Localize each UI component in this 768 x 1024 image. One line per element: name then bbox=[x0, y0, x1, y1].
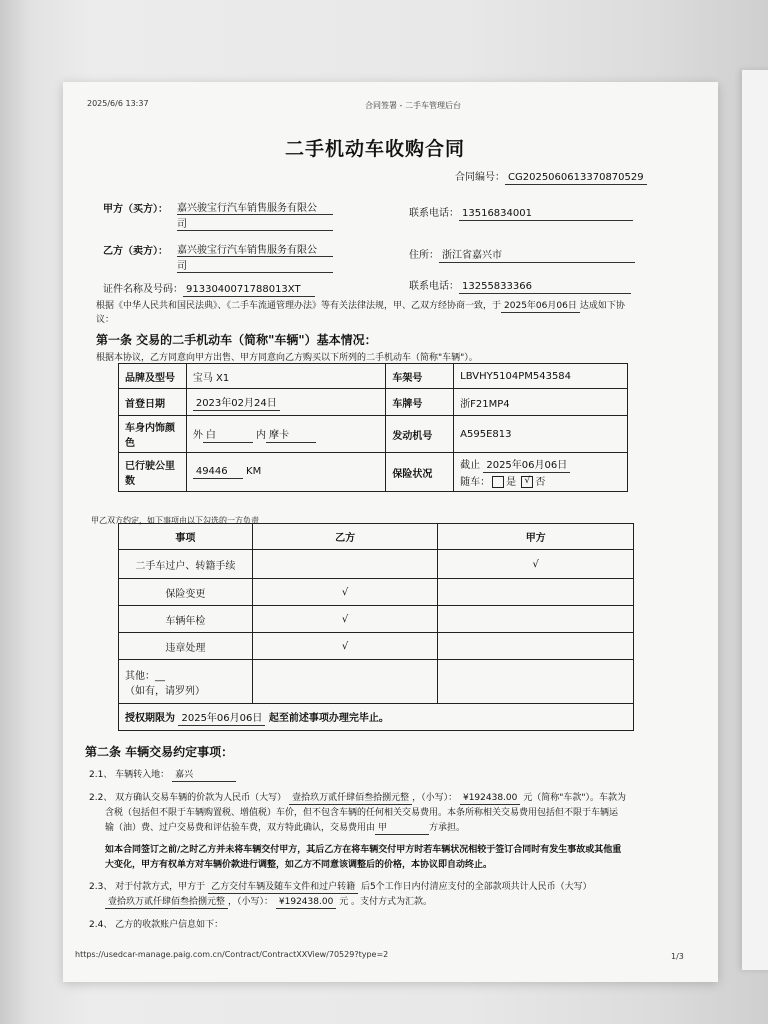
print-header-title: 合同签署 - 二手车管理后台 bbox=[365, 101, 461, 110]
price-small: ¥192438.00 bbox=[460, 793, 520, 805]
inner-color-value: 摩卡 bbox=[266, 426, 316, 443]
duty-intro: 甲乙双方约定，如下事项由以下勾选的一方负责 bbox=[91, 516, 259, 525]
article1-intro: 根据本协议，乙方同意向甲方出售、甲方同意向乙方购买以下所列的二手机动车（简称"车辆"）。 bbox=[96, 353, 478, 363]
party-a-label: 甲方（买方）： bbox=[103, 204, 168, 215]
party-a-name-line1: 嘉兴骏宝行汽车销售服务有限公 bbox=[177, 199, 333, 215]
page-title: 二手机动车收购合同 bbox=[285, 138, 466, 160]
preamble-date: 2025年06月06日 bbox=[501, 298, 580, 313]
duty-table bbox=[118, 523, 634, 731]
duty-item-insurance: 保险变更 bbox=[119, 579, 253, 606]
color-label-line2: 色 bbox=[125, 438, 135, 449]
id-number-value: 9133040071788013XT bbox=[183, 284, 315, 297]
party-b-label: 乙方（卖方）： bbox=[103, 246, 168, 257]
party-a-name-line2: 司 bbox=[177, 215, 333, 231]
insurance-until-value: 2025年06月06日 bbox=[483, 456, 570, 473]
insurance-label: 保险状况 bbox=[386, 453, 454, 492]
mileage-label-line2: 数 bbox=[125, 476, 135, 487]
party-b-phone bbox=[409, 277, 631, 294]
duty-violation-party-a[interactable] bbox=[438, 633, 634, 660]
vehicle-info-table bbox=[118, 363, 628, 492]
duty-inspection-party-b[interactable]: √ bbox=[252, 606, 438, 633]
id-number-label: 证件名称及号码： bbox=[103, 284, 183, 295]
duty-violation-party-b[interactable]: √ bbox=[252, 633, 438, 660]
background-page bbox=[742, 70, 768, 970]
party-b-name-line2: 司 bbox=[177, 257, 333, 273]
party-b-phone-value: 13255833366 bbox=[459, 281, 631, 294]
clause-2-2-text-end: 元（简称"车款"）。车款为 bbox=[523, 793, 627, 803]
clause-2-2-line2: 含税（包括但不限于车辆购置税、增值税）车价，但不包含车辆的任何相关交易费用。本条所称相关交易费用包括但不限于车辆运 bbox=[105, 808, 619, 818]
duty-transfer-party-a[interactable]: √ bbox=[438, 550, 634, 579]
vin-label: 车架号 bbox=[386, 364, 454, 389]
destination-value: 嘉兴 bbox=[172, 767, 236, 782]
duty-item-inspection: 车辆年检 bbox=[119, 606, 253, 633]
footer-url: https://usedcar-manage.paig.com.cn/Contract/ContractXXView/70529?type=2 bbox=[75, 950, 389, 959]
deadline-label: 授权期限为 bbox=[125, 712, 175, 724]
payment-upper: 壹拾玖万贰仟肆佰叁拾捌元整 bbox=[105, 894, 228, 909]
article1-title: 第一条 交易的二手机动车（简称"车辆"）基本情况： bbox=[96, 333, 377, 347]
clause-2-2-fee-end: 方承担。 bbox=[429, 823, 466, 833]
party-a-phone-label: 联系电话： bbox=[409, 208, 459, 219]
article2-title: 第二条 车辆交易约定事项： bbox=[85, 745, 234, 759]
duty-deadline bbox=[119, 704, 634, 731]
mileage-unit: KM bbox=[246, 465, 262, 477]
clause-2-3-text-2: 后5个工作日内付清应支付的全部款项共计人民币（大写） bbox=[360, 882, 592, 892]
clause-2-2-fee-text: 输（油）费、过户交易费和评估验车费，双方特此确认，交易费用由 bbox=[105, 823, 376, 833]
price-upper: 壹拾玖万贰仟肆佰叁拾捌元整 bbox=[289, 790, 412, 805]
deadline-value: 2025年06月06日 bbox=[178, 709, 265, 726]
duty-header-party-b: 乙方 bbox=[252, 524, 438, 550]
preamble-line1 bbox=[96, 298, 625, 313]
clause-2-3-line2 bbox=[105, 894, 432, 909]
clause-2-1-label: 2.1、 车辆转入地： bbox=[89, 770, 170, 780]
preamble-line2: 议： bbox=[96, 315, 115, 325]
color-cell bbox=[186, 416, 386, 453]
color-label bbox=[119, 416, 187, 453]
duty-inspection-party-a[interactable] bbox=[438, 606, 634, 633]
engine-label: 发动机号 bbox=[386, 416, 454, 453]
duty-insurance-party-b[interactable]: √ bbox=[252, 579, 438, 606]
clause-2-2-text: 2.2、 双方确认交易车辆的价款为人民币（大写） bbox=[89, 793, 287, 803]
brand-value: 宝马 X1 bbox=[186, 364, 386, 389]
duty-other-party-a[interactable] bbox=[438, 660, 634, 704]
engine-value: A595E813 bbox=[454, 416, 628, 453]
party-b-phone-label: 联系电话： bbox=[409, 281, 459, 292]
preamble-text: 根据《中华人民共和国民法典》、《二手车流通管理办法》等有关法律法规，甲、乙双方经协商一致，于 bbox=[96, 301, 502, 311]
page-number: 1/3 bbox=[671, 952, 684, 961]
clause-2-2-line3 bbox=[105, 820, 465, 835]
contract-number-label: 合同编号： bbox=[455, 172, 505, 183]
yes-label: 是 bbox=[506, 477, 517, 488]
no-checkbox[interactable]: √ bbox=[521, 476, 533, 488]
clause-2-3-line1 bbox=[89, 879, 592, 894]
print-datetime: 2025/6/6 13:37 bbox=[87, 99, 149, 108]
payment-small: ¥192438.00 bbox=[276, 897, 336, 909]
duty-other-hint: （如有，请罗列） bbox=[125, 685, 205, 697]
mileage-cell bbox=[186, 453, 386, 492]
vin-value: LBVHY5104PM543584 bbox=[454, 364, 628, 389]
clause-2-3-text: 2.3、 对于付款方式，甲方于 bbox=[89, 882, 206, 892]
contract-number-value: CG2025060613370870529 bbox=[505, 172, 647, 185]
mileage-label bbox=[119, 453, 187, 492]
price-adjust-line2: 大变化，甲方有权单方对车辆价款进行调整，如乙方不同意该调整后的价格，本协议即自动终止。 bbox=[105, 860, 493, 870]
party-a-phone-value: 13516834001 bbox=[459, 208, 633, 221]
plate-label: 车牌号 bbox=[386, 389, 454, 416]
no-label: 否 bbox=[535, 477, 546, 488]
party-b-address-value: 浙江省嘉兴市 bbox=[439, 246, 635, 263]
preamble-text-end: 达成如下协 bbox=[579, 301, 625, 311]
deadline-suffix: 起至前述事项办理完毕止。 bbox=[268, 712, 389, 724]
outer-color-label: 外 bbox=[192, 429, 203, 441]
plate-value: 浙F21MP4 bbox=[454, 389, 628, 416]
duty-other-party-b[interactable] bbox=[252, 660, 438, 704]
color-label-line1: 车身内饰颜 bbox=[125, 423, 175, 434]
party-a-phone bbox=[409, 204, 633, 221]
fee-payer: 甲 bbox=[375, 820, 429, 835]
with-car-label: 随车： bbox=[460, 477, 491, 488]
reg-date-label: 首登日期 bbox=[119, 389, 187, 416]
price-adjust-line1: 如本合同签订之前/之时乙方并未将车辆交付甲方，其后乙方在将车辆交付甲方时若车辆状况相较于签订合同时有发生事故或其他重 bbox=[105, 845, 622, 855]
contract-number bbox=[455, 168, 647, 185]
clause-2-1 bbox=[89, 767, 236, 782]
insurance-until-label: 截止 bbox=[460, 460, 481, 471]
brand-label: 品牌及型号 bbox=[119, 364, 187, 389]
duty-transfer-party-b[interactable] bbox=[252, 550, 438, 579]
id-number bbox=[103, 280, 315, 297]
duty-header-item: 事项 bbox=[119, 524, 253, 550]
inner-color-label: 内 bbox=[256, 429, 267, 441]
yes-checkbox[interactable] bbox=[492, 476, 504, 488]
duty-item-other bbox=[119, 660, 253, 704]
duty-item-transfer: 二手车过户、转籍手续 bbox=[119, 550, 253, 579]
clause-2-4: 2.4、 乙方的收款账户信息如下： bbox=[89, 920, 224, 930]
clause-2-2-line1 bbox=[89, 790, 626, 805]
mileage-label-line1: 已行驶公里 bbox=[125, 461, 175, 472]
mileage-value: 49446 bbox=[193, 466, 243, 479]
payment-condition: 乙方交付车辆及随车文件和过户转籍 bbox=[208, 879, 358, 894]
duty-insurance-party-a[interactable] bbox=[438, 579, 634, 606]
duty-header-party-a: 甲方 bbox=[438, 524, 634, 550]
party-b-name-line1: 嘉兴骏宝行汽车销售服务有限公 bbox=[177, 241, 333, 257]
outer-color-value: 白 bbox=[203, 426, 253, 443]
duty-other-label: 其他：__ bbox=[125, 670, 165, 682]
party-b-address-label: 住所： bbox=[409, 250, 439, 261]
payment-small-label: ，（小写）： bbox=[228, 897, 274, 907]
contract-page bbox=[63, 82, 718, 982]
party-b-address bbox=[409, 246, 635, 263]
reg-date-value: 2023年02月24日 bbox=[193, 394, 280, 411]
duty-item-violation: 违章处理 bbox=[119, 633, 253, 660]
insurance-cell bbox=[454, 453, 628, 492]
clause-2-3-text-end: 元 。支付方式为汇款。 bbox=[339, 897, 433, 907]
price-small-label: ，（小写）： bbox=[412, 793, 458, 803]
reg-date-cell bbox=[186, 389, 386, 416]
